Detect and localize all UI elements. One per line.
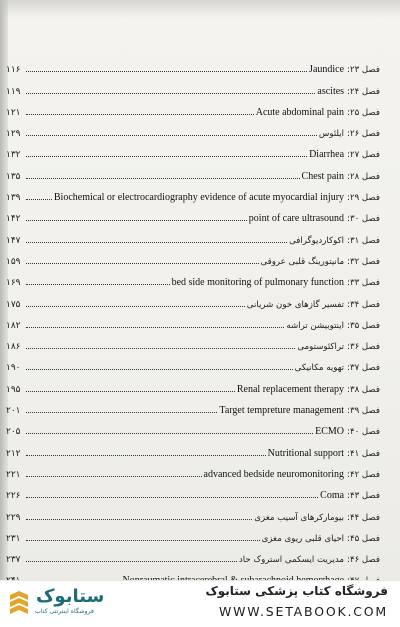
toc-entry-label [204,469,380,481]
toc-chapter-label: فصل ۴۰: [347,427,380,438]
toc-entry [6,161,380,182]
toc-dot-leader [26,114,254,115]
toc-dot-leader [26,433,313,434]
toc-entry [6,183,380,204]
toc-entry [6,374,380,395]
toc-dot-leader [26,263,259,264]
toc-page-number: ۱۲۱ [6,107,21,118]
toc-entry [6,396,380,417]
toc-entry [6,524,380,545]
toc-page-number: ۱۹۰ [6,363,21,374]
toc-entry [6,98,380,119]
toc-entry-title-persian: تفسیر گازهای خون شریانی [246,299,345,310]
logo-wordmark: ستابوک [36,586,105,607]
toc-entry-title-english: Nutritional support [267,447,345,459]
toc-entry [6,460,380,481]
toc-page-number: ۱۴۷ [6,235,21,246]
toc-entry [6,545,380,566]
toc-dot-leader [26,348,295,349]
toc-page-number: ۱۲۹ [6,129,21,140]
toc-dot-leader [26,71,307,72]
toc-dot-leader [26,93,315,94]
toc-chapter-label: فصل ۳۲: [347,256,380,267]
toc-entry-label [172,277,380,289]
toc-entry-label [309,149,380,161]
toc-entry-title-english: advanced bedside neuromonitoring [203,468,345,480]
toc-entry-label [247,300,380,311]
toc-entry [6,289,380,310]
toc-entry-label [254,513,380,524]
toc-entry [6,311,380,332]
toc-entry-label [268,448,380,460]
toc-entry-title-persian: اکوکاردیوگرافی [289,235,345,246]
store-url-link[interactable]: WWW.SETABOOK.COM [218,604,388,619]
store-footer [0,580,400,627]
toc-entry-title-persian: تراکئوستومی [297,342,345,353]
toc-page-number: ۲۲۶ [6,491,21,502]
toc-dot-leader [26,178,300,179]
toc-dot-leader [26,156,307,157]
toc-entry-title-english: point of care ultrasound [248,213,345,225]
toc-page-number: ۱۴۲ [6,214,21,225]
toc-page-number: ۲۰۱ [6,406,21,417]
toc-entry-title-persian: مدیریت ایسکمی استروک حاد [238,555,345,566]
toc-dot-leader [26,476,202,477]
toc-dot-leader [26,519,252,520]
toc-chapter-label: فصل ۲۹: [347,193,380,204]
toc-entry [6,332,380,353]
toc-dot-leader [26,391,235,392]
toc-entry [6,55,380,76]
toc-entry-label [237,384,380,396]
toc-chapter-label: فصل ۴۱: [347,448,380,459]
toc-chapter-label: فصل ۳۴: [347,299,380,310]
toc-dot-leader [26,135,317,136]
toc-entry-label [249,213,380,225]
toc-page-number: ۱۱۶ [6,65,21,76]
toc-entry-label [302,171,380,183]
toc-chapter-label: فصل ۲۸: [347,171,380,182]
toc-entry-label [239,555,380,566]
toc-dot-leader [26,540,260,541]
bookmark-logo-icon [8,591,30,617]
toc-entry-title-english: Renal replacement therapy [236,383,345,395]
toc-page-number: ۲۳۷ [6,555,21,566]
toc-entry-label [289,236,380,247]
toc-chapter-label: فصل ۴۳: [347,491,380,502]
toc-page-number: ۱۹۵ [6,384,21,395]
toc-page-number: ۲۰۵ [6,427,21,438]
toc-dot-leader [26,369,293,370]
toc-page-number: ۲۱۲ [6,448,21,459]
toc-page-number: ۱۸۶ [6,342,21,353]
toc-entry-title-english: Biochemical or electrocardiography evidence of acute myocardial injury [53,192,345,204]
store-name: فروشگاه کتاب پزشکی ستابوک [205,584,388,598]
toc-page-number: ۱۶۹ [6,278,21,289]
toc-chapter-label: فصل ۳۵: [347,320,380,331]
toc-chapter-label: فصل ۳۱: [347,235,380,246]
toc-entry-label [309,64,380,76]
toc-chapter-label: فصل ۳۸: [347,384,380,395]
toc-entry [6,225,380,246]
toc-entry [6,353,380,374]
toc-page-number: ۱۵۹ [6,256,21,267]
toc-chapter-label: فصل ۴۲: [347,469,380,480]
toc-entry-title-persian: بیومارکرهای آسیب مغزی [254,512,345,523]
toc-page-number: ۱۳۲ [6,150,21,161]
toc-entry-label [315,426,380,438]
toc-entry-title-english: ascites [317,85,345,97]
toc-entry-title-english: Acute abdominal pain [255,106,345,118]
toc-page-number: ۱۳۵ [6,171,21,182]
page-top-shadow [0,0,400,18]
toc-chapter-label: فصل ۴۴: [347,512,380,523]
toc-entry [6,438,380,459]
toc-entry-title-persian: تهویه مکانیکی [294,363,345,374]
toc-entry-label [219,405,380,417]
toc-entry [6,76,380,97]
toc-entry-title-persian: مانیتورینگ قلبی عروقی [260,256,345,267]
toc-page-number: ۱۸۲ [6,320,21,331]
toc-entry-label [256,107,380,119]
toc-entry-label [297,342,380,353]
toc-page-number: ۲۲۱ [6,469,21,480]
toc-chapter-label: فصل ۲۷: [347,150,380,161]
toc-dot-leader [26,455,266,456]
toc-entry [6,247,380,268]
toc-entry-title-english: Chest pain [301,170,345,182]
store-logo[interactable] [8,587,104,621]
toc-dot-leader [26,242,287,243]
toc-entry [6,140,380,161]
toc-entry-label [319,129,380,140]
toc-chapter-label: فصل ۲۶: [347,129,380,140]
toc-chapter-label: فصل ۴۶: [347,555,380,566]
toc-chapter-label: فصل ۳۳: [347,278,380,289]
toc-entry-title-english: Coma [320,490,345,502]
toc-dot-leader [26,561,237,562]
toc-chapter-label: فصل ۲۳: [347,65,380,76]
toc-page-number: ۱۷۵ [6,299,21,310]
toc-entry-label [317,86,380,98]
toc-entry [6,204,380,225]
toc-chapter-label: فصل ۳۷: [347,363,380,374]
table-of-contents [6,55,380,587]
toc-chapter-label: فصل ۳۰: [347,214,380,225]
toc-chapter-label: فصل ۲۴: [347,86,380,97]
toc-entry-title-english: ECMO [315,426,345,438]
toc-chapter-label: فصل ۳۶: [347,342,380,353]
toc-chapter-label: فصل ۲۵: [347,107,380,118]
toc-entry [6,268,380,289]
toc-entry [6,481,380,502]
toc-entry-label [54,192,380,204]
toc-entry-label [261,257,380,268]
toc-dot-leader [26,284,170,285]
toc-page-number: ۱۳۹ [6,193,21,204]
toc-entry-title-persian: احیای قلبی ریوی مغزی [261,533,345,544]
toc-entry-label [286,321,380,332]
toc-dot-leader [26,497,318,498]
toc-entry [6,502,380,523]
toc-dot-leader [26,306,245,307]
toc-page-number: ۱۱۹ [6,86,21,97]
toc-entry [6,119,380,140]
toc-chapter-label: فصل ۳۹: [347,406,380,417]
toc-entry-title-english: Target tempreture management [219,405,345,417]
toc-entry-title-english: Diarrhea [309,149,345,161]
toc-dot-leader [26,412,217,413]
toc-entry-title-persian: اینتوبیشن تراشه [286,320,345,331]
toc-dot-leader [26,220,247,221]
toc-page-number: ۲۳۱ [6,533,21,544]
toc-entry-title-english: Jaundice [309,64,345,76]
toc-entry-label [295,363,380,374]
logo-tagline: فروشگاه اینترنتی کتاب [35,608,94,615]
toc-page-number: ۲۲۹ [6,512,21,523]
toc-entry-label [262,534,380,545]
toc-entry-title-persian: ایلئوس [318,129,345,140]
toc-chapter-label: فصل ۴۵: [347,533,380,544]
toc-entry-title-english: bed side monitoring of pulmonary function [171,277,345,289]
toc-entry-label [320,490,380,502]
toc-dot-leader [26,327,284,328]
toc-dot-leader [26,199,52,200]
toc-entry [6,417,380,438]
